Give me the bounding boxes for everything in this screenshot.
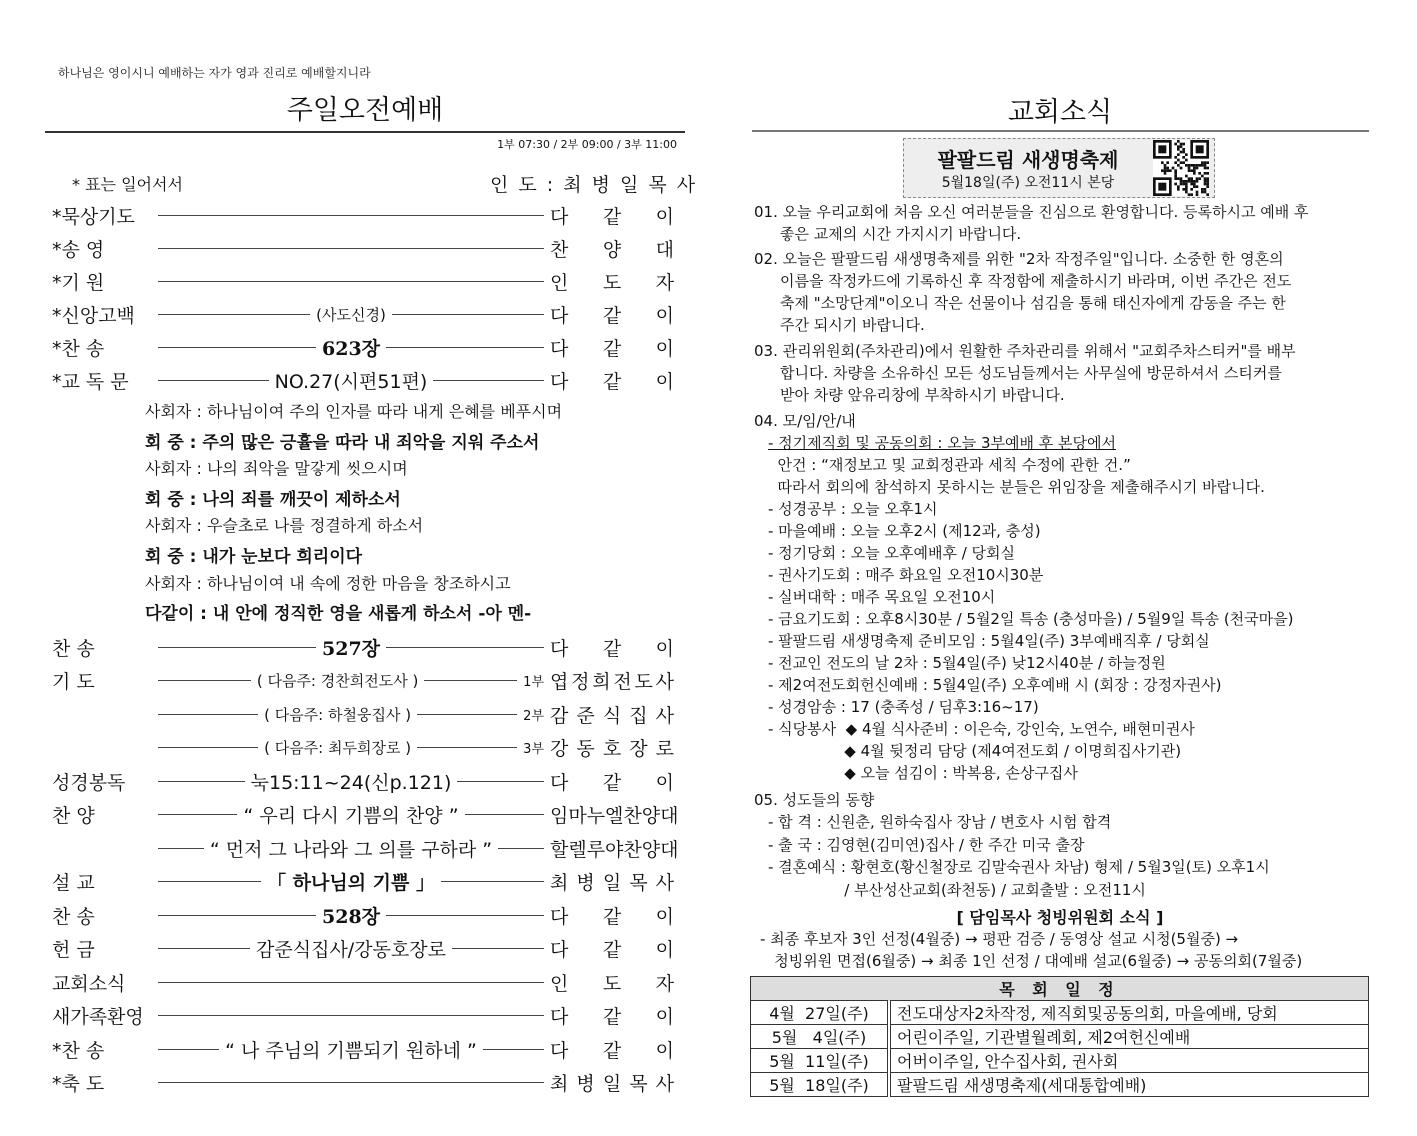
item-content: 528장 [322, 905, 381, 928]
item-role [550, 667, 674, 694]
news-line: 주간 되시기 바랍니다. [780, 316, 925, 334]
role-char: 사 [655, 704, 674, 727]
item-content: 「 하나님의 기쁨 」 [267, 872, 435, 894]
worship-item [52, 867, 674, 897]
item-label: *송 영 [52, 238, 105, 261]
schedule-date: 4월 27일(주) [751, 1001, 890, 1025]
notice-line: - 팔팔드림 새생명축제 준비모임 : 5월4일(주) 3부예배직후 / 당회실 [768, 632, 1210, 650]
item-content: 623장 [322, 337, 381, 360]
role-char: 인 [550, 271, 569, 294]
responsive-line [145, 485, 401, 510]
role-char: 대 [655, 238, 674, 261]
item-label: 찬 송 [52, 905, 95, 928]
event-subtitle: 5월18일(주) 오전11시 본당 [941, 175, 1115, 191]
role-char: 인 [550, 972, 569, 995]
news-line: 받아 차량 앞유리창에 부착하시기 바랍니다. [780, 386, 1065, 404]
item-middle [152, 935, 550, 962]
item-middle [152, 670, 550, 691]
leader-line [158, 248, 544, 249]
notice-line: - 마을예배 : 오늘 오후2시 (제12과, 충성) [768, 522, 1041, 540]
notice-line: ◆ 오늘 섬김이 : 박복용, 손상구집사 [768, 764, 1078, 782]
item-label: *찬 송 [52, 337, 105, 360]
committee-line: 청빙위원 면접(6월중) → 최종 1인 선정 / 대예배 설교(6월중) → 공동의회(7월중) [760, 952, 1303, 970]
leader-line [158, 314, 310, 315]
item-role [550, 1069, 674, 1096]
role-char: 같 [602, 939, 622, 961]
title-rule [45, 131, 685, 133]
reading-text: 주의 많은 긍휼을 따라 내 죄악을 지워 주소서 [202, 432, 540, 453]
reading-text: 하나님이여 내 속에 정한 마음을 창조하시고 [206, 573, 511, 593]
role-char: 같 [602, 1006, 622, 1028]
news-item [754, 248, 1364, 336]
responsive-line [145, 456, 408, 479]
news-item [754, 201, 1364, 245]
role-char: 다 [550, 205, 569, 228]
schedule-row [751, 1001, 1369, 1025]
item-label: 성경봉독 [52, 771, 126, 794]
leader-line [158, 1049, 219, 1050]
worship-item [52, 365, 674, 395]
role-char: 목 [629, 1073, 648, 1095]
role-char: 양 [602, 238, 622, 261]
item-role [550, 634, 674, 661]
leader-line [417, 747, 517, 748]
leader-line [457, 781, 544, 782]
item-role [550, 235, 674, 262]
role-char: 다 [550, 1039, 569, 1062]
member-news-line: - 합 격 : 신원춘, 원하숙집사 장남 / 변호사 시험 합격 [768, 813, 1112, 831]
role-char: 다 [550, 771, 569, 794]
role-char: 같 [602, 637, 622, 660]
role-char: 목 [629, 872, 648, 894]
role-char: 같 [602, 205, 622, 228]
news-rule [752, 130, 1369, 132]
worship-item [52, 766, 674, 796]
stand-note: * 표는 일어서서 [72, 175, 183, 194]
role-char: 다 [550, 1006, 569, 1028]
service-times: 1부 07:30 / 2부 09:00 / 3부 11:00 [497, 138, 677, 151]
item-middle [152, 248, 550, 249]
item-role [550, 801, 679, 828]
item-middle [152, 835, 550, 862]
role-char: 같 [602, 337, 622, 360]
role-char: 다 [550, 939, 569, 961]
role-char: 로 [655, 738, 674, 760]
news-item [754, 340, 1364, 406]
news-line: 축제 "소망단계"이오니 작은 선물이나 섬김을 통해 태신자에게 감동을 주는 한 [780, 294, 1286, 312]
role-char: 자 [655, 972, 674, 995]
leader-line [158, 647, 316, 648]
item-label: *축 도 [52, 1073, 105, 1095]
notice-line: - 성경공부 : 오늘 오후1시 [768, 500, 938, 518]
item-role [550, 768, 674, 795]
role-char: 이 [655, 1039, 674, 1062]
responsive-line [145, 571, 511, 594]
item-content: “ 나 주님의 기쁨되기 원하네 ” [225, 1039, 477, 1062]
item-label: 찬 송 [52, 637, 95, 660]
item-content: (사도신경) [316, 305, 386, 324]
committee-title: [ 담임목사 청빙위원회 소식 ] [956, 908, 1164, 927]
worship-item [52, 934, 674, 964]
leader-line [386, 915, 544, 916]
role-char: 같 [602, 1039, 622, 1062]
reading-text: 나의 죄를 깨끗이 제하소서 [202, 489, 401, 510]
item-middle [152, 868, 550, 895]
section-4-title: 04. 모/임/안/내 [754, 412, 856, 430]
reading-text: 내 안에 정직한 영을 새롭게 하소서 -아 멘- [212, 604, 532, 625]
role-char: 전 [613, 671, 632, 693]
responsive-line [145, 513, 423, 536]
notice-line: - 전교인 전도의 날 2차 : 5월4일(주) 낮12시40분 / 하늘정원 [768, 654, 1166, 672]
event-title: 팔팔드림 새생명축제 [937, 148, 1119, 172]
item-content: ( 다음주: 최두희장로 ) [264, 739, 412, 757]
worship-item [52, 200, 674, 230]
leader-line [386, 647, 544, 648]
role-char: 사 [655, 872, 674, 894]
item-role [550, 1002, 674, 1029]
role-char: 다 [550, 370, 569, 393]
role-char: 이 [655, 637, 674, 660]
role-char: 자 [655, 271, 674, 294]
item-content: “ 우리 다시 기쁨의 찬양 ” [243, 805, 459, 827]
role-char: 같 [602, 304, 622, 327]
role-char: 할렐루야찬양대 [550, 838, 679, 861]
role-char: 도 [634, 671, 653, 693]
role-char: 임마누엘찬양대 [550, 805, 679, 827]
item-middle [152, 737, 550, 758]
speaker: 회 중 : [145, 547, 203, 567]
role-char: 최 [550, 872, 569, 894]
schedule-event: 어버이주일, 안수집사회, 권사회 [889, 1049, 1369, 1073]
schedule-title: 목 회 일 정 [751, 977, 1369, 1001]
responsive-line [145, 542, 362, 567]
item-label: *교 독 문 [52, 370, 129, 393]
service-label: 1부 [523, 675, 545, 690]
worship-item [52, 900, 674, 930]
item-label: 교회소식 [52, 972, 126, 995]
role-char: 이 [655, 370, 674, 393]
schedule-date: 5월 4일(주) [751, 1025, 890, 1049]
role-char: 사 [655, 671, 674, 693]
leader-line [158, 948, 250, 949]
notice-line: 따라서 회의에 참석하지 못하시는 분들은 위임장을 제출해주시기 바랍니다. [768, 478, 1265, 496]
role-char: 호 [602, 738, 622, 760]
worship-item [52, 833, 679, 863]
worship-item [52, 299, 674, 329]
role-char: 장 [629, 738, 648, 760]
item-middle [152, 304, 550, 325]
schedule-event: 전도대상자2차작정, 제직회및공동의회, 마을예배, 당회 [889, 1001, 1369, 1025]
role-char: 이 [655, 337, 674, 360]
role-char: 엽 [550, 671, 569, 693]
item-middle [152, 801, 550, 828]
item-middle [152, 902, 550, 929]
leader-line [158, 915, 316, 916]
item-role [550, 701, 674, 728]
item-role [550, 969, 674, 996]
item-middle [152, 634, 550, 661]
schedule-row [751, 1049, 1369, 1073]
item-content: 눅15:11~24(신p.121) [250, 771, 452, 794]
item-middle [152, 334, 550, 361]
pastoral-schedule-table [750, 976, 1369, 1097]
item-content: 감준식집사/강동호장로 [256, 939, 446, 961]
news-line: 이름을 작정카드에 기록하신 후 작정함에 제출하시기 바라며, 이번 주간은 전도 [780, 272, 1292, 290]
item-role [550, 202, 674, 229]
role-char: 이 [655, 1006, 674, 1028]
leader-line [158, 982, 544, 983]
leader-line [158, 347, 316, 348]
worship-item [52, 1068, 674, 1098]
notice-line: - 권사기도회 : 매주 화요일 오전10시30분 [768, 566, 1044, 584]
speaker: 사회자 : [145, 516, 207, 536]
item-middle [152, 1015, 550, 1016]
section-5-title: 05. 성도들의 동향 [754, 791, 875, 809]
item-role [550, 868, 674, 895]
leader-line [158, 380, 269, 381]
role-char: 같 [602, 771, 622, 794]
leader-line [158, 747, 258, 748]
worship-item [52, 733, 674, 763]
item-role [550, 1036, 674, 1063]
item-role [550, 935, 674, 962]
item-middle [152, 982, 550, 983]
worship-item [52, 1001, 674, 1031]
role-char: 다 [550, 905, 569, 928]
notice-line: - 금요기도회 : 오후8시30분 / 5월2일 특송 (충성마을) / 5월9일 특송 (천국마을) [768, 610, 1294, 628]
member-news-line: / 부산성산교회(좌천동) / 교회출발 : 오전11시 [768, 880, 1146, 899]
news-line: 01. 오늘 우리교회에 처음 오신 여러분들을 진심으로 환영합니다. 등록하시고 예배 후 [754, 203, 1309, 221]
notice-line: - 식당봉사 ◆ 4월 식사준비 : 이은숙, 강인숙, 노연수, 배현미권사 [768, 720, 1195, 738]
role-char: 병 [576, 872, 595, 894]
committee-line: - 최종 후보자 3인 선정(4월중) → 평판 검증 / 동영상 설교 시청(5월중) → [760, 930, 1239, 948]
notice-line: 안건 : “재정보고 및 교회정관과 세칙 수정에 관한 건.” [768, 456, 1131, 474]
notice-line: - 정기제직회 및 공동의회 : 오늘 3부예배 후 본당에서 [768, 434, 1116, 452]
responsive-line [145, 399, 562, 422]
role-char: 다 [550, 337, 569, 360]
item-middle [152, 367, 550, 394]
item-middle [152, 1082, 550, 1083]
item-label: 헌 금 [52, 939, 95, 961]
responsive-line [145, 428, 539, 453]
role-char: 일 [602, 872, 622, 894]
role-char: 이 [655, 304, 674, 327]
schedule-date: 5월 18일(주) [751, 1073, 890, 1097]
role-char: 강 [550, 738, 569, 760]
role-char: 같 [602, 905, 622, 928]
speaker: 회 중 : [145, 489, 203, 510]
leader-line [158, 848, 204, 849]
role-char: 다 [550, 637, 569, 660]
item-role [550, 734, 674, 761]
leader-line [158, 281, 544, 282]
role-char: 다 [550, 304, 569, 327]
leader-line [441, 881, 544, 882]
item-label: 찬 양 [52, 805, 95, 827]
item-label: 설 교 [52, 872, 95, 894]
reading-text: 우슬초로 나를 정결하게 하소서 [206, 516, 424, 536]
worship-item [52, 266, 674, 296]
speaker: 사회자 : [145, 573, 207, 593]
speaker: 회 중 : [145, 432, 203, 453]
leader-line [465, 814, 544, 815]
schedule-date: 5월 11일(주) [751, 1049, 890, 1073]
role-char: 식 [602, 704, 622, 727]
item-middle [152, 281, 550, 282]
leader-line [483, 1049, 544, 1050]
speaker: 사회자 : [145, 402, 207, 421]
worship-item [52, 632, 674, 662]
item-content: ( 다음주: 경찬희전도사 ) [256, 672, 419, 690]
item-middle [152, 215, 550, 216]
service-label: 3부 [523, 742, 545, 757]
leader-line [158, 1015, 544, 1016]
role-char: 동 [576, 738, 595, 760]
page-title: 주일오전예배 [286, 95, 444, 126]
role-char: 사 [655, 1073, 674, 1095]
leader-line [158, 781, 245, 782]
item-role [550, 268, 674, 295]
leader-line [158, 680, 251, 681]
item-label: *묵상기도 [52, 205, 135, 228]
role-char: 도 [602, 271, 622, 294]
leader-line [424, 680, 517, 681]
leader-line [158, 1082, 544, 1083]
item-label: 기 도 [52, 671, 95, 693]
leader-line [392, 314, 544, 315]
news-line: 좋은 교제의 시간 가지시기 바랍니다. [780, 225, 1022, 243]
leader-line [417, 714, 517, 715]
member-news-line: - 결혼예식 : 황현호(황신철장로 김말숙권사 차남) 형제 / 5월3일(토) 오후1시 [768, 858, 1270, 876]
leader-line [452, 948, 544, 949]
worship-item [52, 1034, 674, 1064]
speaker: 사회자 : [145, 459, 207, 479]
item-label: *신앙고백 [52, 304, 135, 327]
leader-line [158, 814, 237, 815]
service-label: 2부 [523, 708, 545, 724]
item-role [550, 835, 679, 862]
role-char: 감 [550, 704, 569, 727]
item-content: 527장 [322, 637, 381, 660]
reading-text: 나의 죄악을 말갛게 씻으시며 [206, 459, 408, 479]
schedule-event: 팔팔드림 새생명축제(세대통합예배) [889, 1073, 1369, 1097]
worship-item [52, 332, 674, 362]
schedule-event: 어린이주일, 기관별월례회, 제2여헌신예배 [889, 1025, 1369, 1049]
item-content: NO.27(시편51편) [274, 370, 428, 393]
role-char: 희 [592, 671, 611, 693]
worship-item [52, 699, 674, 729]
news-title: 교회소식 [1007, 97, 1113, 128]
notice-line: - 실버대학 : 매주 목요일 오전10시 [768, 588, 996, 606]
leader-line [158, 215, 544, 216]
leader-line [433, 380, 544, 381]
role-char: 찬 [550, 238, 569, 261]
item-middle [152, 1036, 550, 1063]
item-role [550, 902, 674, 929]
reading-text: 하나님이여 주의 인자를 따라 내게 은혜를 베푸시며 [206, 402, 563, 421]
role-char: 도 [602, 972, 622, 995]
responsive-line [145, 599, 531, 624]
item-middle [152, 768, 550, 795]
item-content: “ 먼저 그 나라와 그 의를 구하라 ” [209, 838, 493, 861]
item-label: *기 원 [52, 271, 105, 294]
role-char: 병 [576, 1073, 595, 1095]
role-char: 이 [655, 939, 674, 961]
item-role [550, 367, 674, 394]
role-char: 이 [655, 771, 674, 794]
role-char: 일 [602, 1073, 622, 1095]
role-char: 집 [629, 704, 648, 727]
item-middle [152, 704, 550, 725]
leader-line [498, 848, 544, 849]
item-label: *찬 송 [52, 1039, 105, 1062]
role-char: 준 [576, 704, 595, 727]
item-role [550, 334, 674, 361]
schedule-row [751, 1073, 1369, 1097]
role-char: 정 [571, 671, 590, 693]
notice-line: - 제2여전도회헌신예배 : 5월4일(주) 오후예배 시 (회장 : 강정자권사) [768, 676, 1222, 694]
role-char: 최 [550, 1073, 569, 1095]
item-content: ( 다음주: 하철웅집사 ) [264, 705, 412, 724]
worship-item [52, 233, 674, 263]
role-char: 같 [602, 370, 622, 393]
news-line: 02. 오늘은 팔팔드림 새생명축제를 위한 "2차 작정주일"입니다. 소중한 한 영혼의 [754, 250, 1284, 268]
item-label: 새가족환영 [52, 1006, 144, 1028]
news-line: 합니다. 차량을 소유하신 모든 성도님들께서는 사무실에 방문하셔서 스티커를 [780, 364, 1282, 382]
worship-item [52, 967, 674, 997]
notice-line: - 성경암송 : 17 (충족성 / 딤후3:16~17) [768, 698, 1039, 716]
leader-role: 인 도 : 최 병 일 목 사 [490, 174, 698, 196]
speaker: 다같이 : [145, 604, 213, 625]
leader-line [386, 347, 544, 348]
worship-item [52, 666, 674, 696]
leader-line [158, 881, 261, 882]
notice-line: ◆ 4월 뒷정리 담당 (제4여전도회 / 이명희집사기관) [768, 742, 1182, 760]
qr-code-icon[interactable] [1153, 140, 1209, 196]
role-char: 이 [655, 205, 674, 228]
worship-item [52, 800, 679, 830]
leader-line [158, 714, 258, 715]
news-line: 03. 관리위원회(주차관리)에서 원활한 주차관리를 위해서 "교회주차스티커"를 배부 [754, 342, 1296, 360]
schedule-row [751, 1025, 1369, 1049]
role-char: 이 [655, 905, 674, 928]
notice-line: - 정기당회 : 오늘 오후예배후 / 당회실 [768, 544, 1015, 562]
reading-text: 내가 눈보다 희리이다 [202, 547, 363, 567]
item-role [550, 301, 674, 328]
member-news-line: - 출 국 : 김영현(김미연)집사 / 한 주간 미국 출장 [768, 835, 1085, 854]
epigraph: 하나님은 영이시니 예배하는 자가 영과 진리로 예배할지니라 [58, 66, 371, 80]
